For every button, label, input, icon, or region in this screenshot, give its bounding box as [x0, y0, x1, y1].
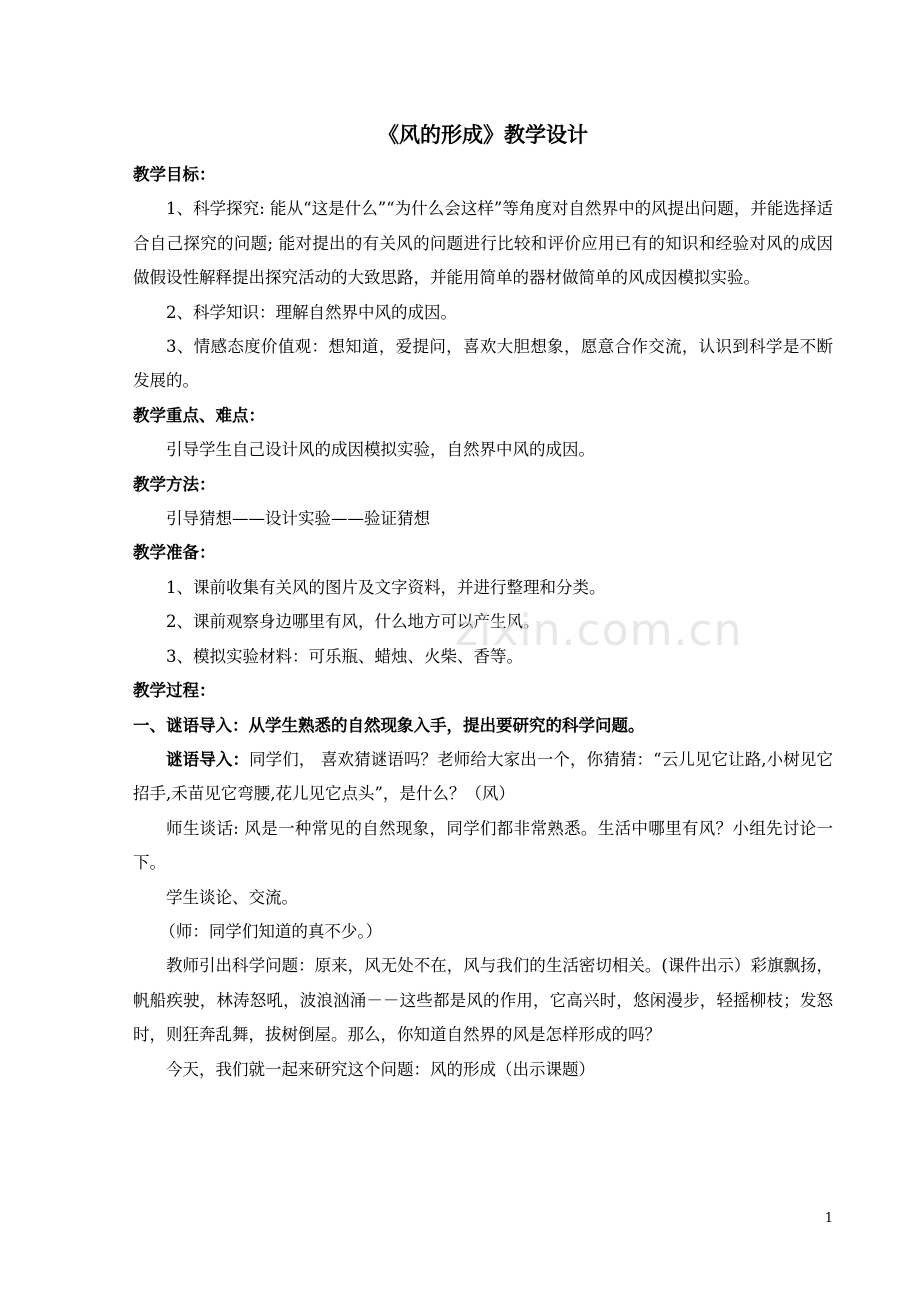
today-line: 今天，我们就一起来研究这个问题：风的形成（出示课题） — [166, 1059, 595, 1079]
objective-item: 3、情感态度价值观：想知道，爱提问，喜欢大胆想象，愿意合作交流，认识到科学是不断发展的。 — [133, 337, 833, 391]
riddle-text: 同学们， 喜欢猜谜语吗？老师给大家出一个，你猜猜：“云儿见它让路,小树见它招手,禾苗见它弯腰,花儿见它点头”，是什么？（风） — [133, 749, 833, 804]
key-points-text: 引导学生自己设计风的成因模拟实验，自然界中风的成因。 — [166, 440, 595, 460]
riddle-paragraph — [133, 743, 833, 812]
objective-item: 2、科学知识：理解自然界中风的成因。 — [166, 302, 457, 322]
methods-heading: 教学方法： — [133, 474, 216, 494]
objectives-heading: 教学目标： — [133, 165, 216, 184]
watermark-text: zixin.com.cn — [455, 605, 743, 656]
teacher-talk: 师生谈话: 风是一种常见的自然现象，同学们都非常熟悉。生活中哪里有风？小组先讨论一下。 — [133, 818, 833, 873]
step1-heading: 一、谜语导入：从学生熟悉的自然现象入手，提出要研究的科学问题。 — [133, 715, 645, 735]
preparation-item: 2、课前观察身边哪里有风，什么地方可以产生风。 — [166, 612, 540, 632]
preparation-item: 1、课前收集有关风的图片及文字资料，并进行整理和分类。 — [166, 577, 606, 597]
riddle-label: 谜语导入： — [166, 749, 250, 769]
teacher-remark: （师：同学们知道的真不少。） — [159, 921, 383, 941]
student-talk: 学生谈论、交流。 — [166, 887, 298, 907]
objective-item: 1、科学探究: 能从“这是什么”“为什么会这样”等角度对自然界中的风提出问题，并能选择适合自己探究的问题; 能对提出的有关风的问题进行比较和评价应用已有的知识和经验对风的成因做假设性解释提出探究活动的大致思路，并能用简单的器材做简单的风成因模拟实验。 — [133, 199, 833, 288]
methods-text: 引导猜想——设计实验——验证猜想 — [166, 509, 430, 529]
teacher-question: 教师引出科学问题：原来，风无处不在，风与我们的生活密切相关。(课件出示）彩旗飘扬，帆船疾驶，林涛怒吼，波浪汹涌－－这些都是风的作用，它高兴时，悠闲漫步，轻摇柳枝；发怒时，则狂奔乱舞，拔树倒屋。那么，你知道自然界的风是怎样形成的吗？ — [133, 956, 833, 1045]
preparation-heading: 教学准备： — [133, 543, 216, 563]
key-points-heading: 教学重点、难点： — [133, 405, 265, 425]
preparation-item: 3、模拟实验材料：可乐瓶、蜡烛、火柴、香等。 — [166, 646, 523, 666]
document-page — [133, 118, 833, 1087]
page-number: 1 — [824, 1211, 833, 1226]
document-title: 《风的形成》教学设计 — [378, 122, 588, 147]
process-heading: 教学过程： — [133, 681, 216, 701]
